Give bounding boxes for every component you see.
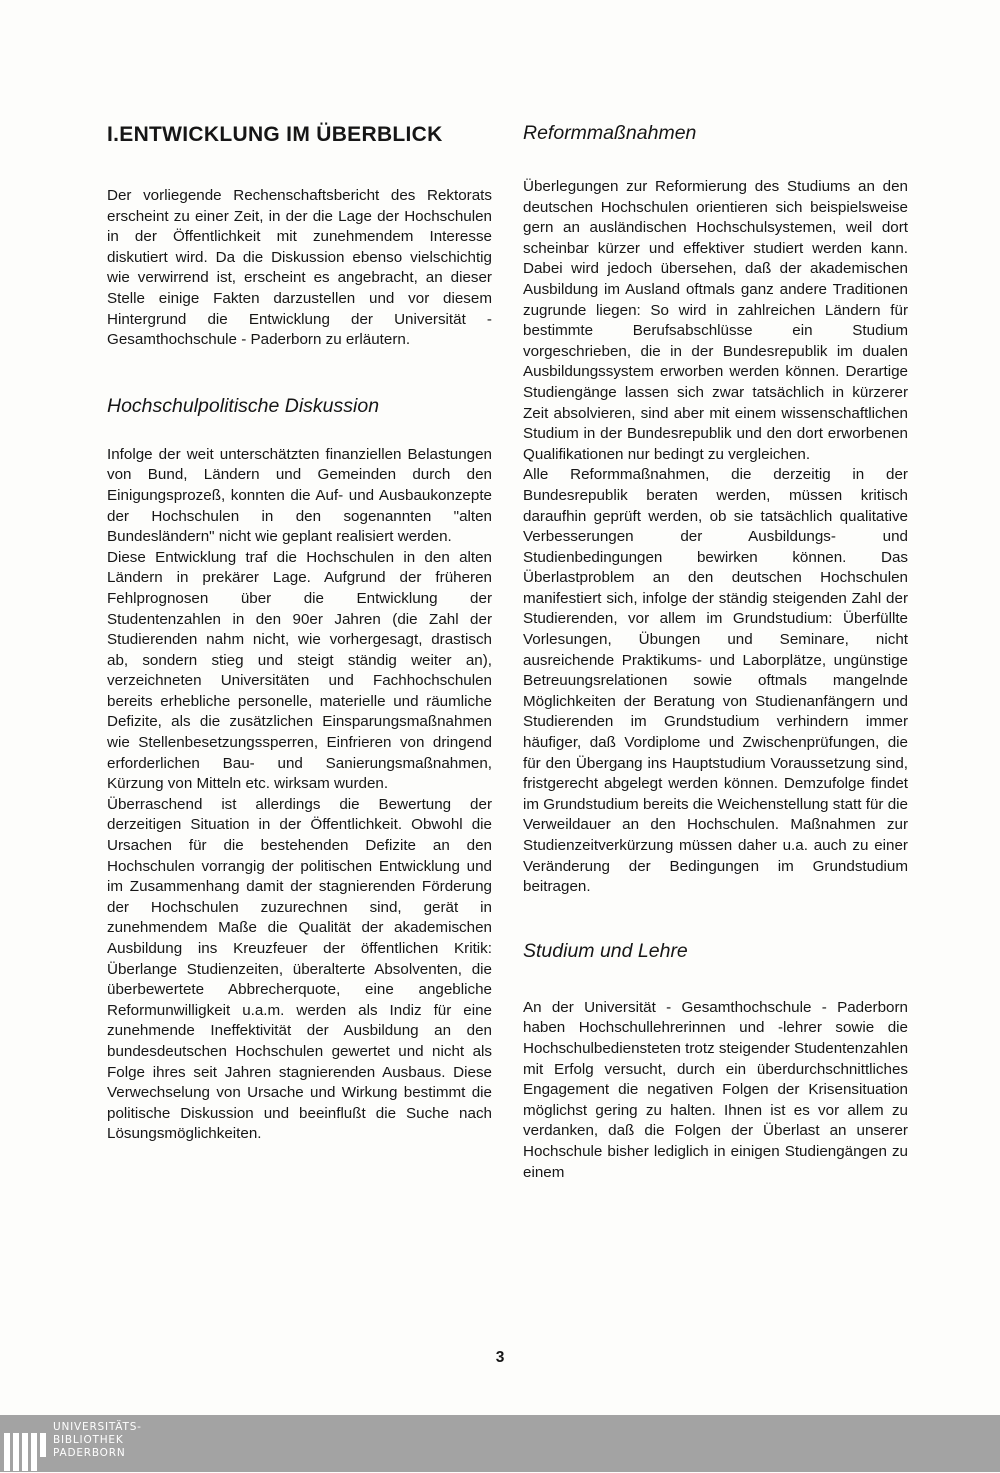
body-paragraph: Diese Entwicklung traf die Hochschulen in den alten Ländern in prekärer Lage. Aufgrund der früheren Fehlprognosen über die Entwicklung der Studentenzahlen in den 90er Jahren (die Zahl der Studierenden nahm nicht, wie vorhergesagt, drastisch ab, sondern stieg und steigt ständig weiter an), verzeichneten Universitäten und Fachhochschulen bereits erhebliche personelle, materielle und räumliche Defizite, als die zusätzlichen Einsparungsmaßnahmen wie Stellenbesetzungssperren, Einfrieren von dringend erforderlichen Bau- und Sanierungsmaßnahmen, Kürzung von Mitteln etc. wirksam wurden. — [107, 548, 492, 793]
library-footer-bar — [0, 1415, 1000, 1472]
section-title-reformmassnahmen: Reformmaßnahmen — [523, 122, 697, 144]
library-logo-line: PADERBORN — [53, 1447, 126, 1459]
body-paragraph: Infolge der weit unterschätzten finanziellen Belastungen von Bund, Ländern und Gemeinden durch den Einigungsprozeß, konnten die Auf- und Ausbaukonzepte der Hochschulen in den sogenannten "alten Bundesländern" nicht wie geplant realisiert werden. — [107, 445, 492, 546]
right-column — [523, 112, 908, 1183]
library-logo-text — [53, 1421, 142, 1460]
page-number: 3 — [495, 1349, 505, 1366]
left-column — [107, 112, 492, 1145]
section-title-hochschulpolitische-diskussion: Hochschulpolitische Diskussion — [107, 394, 380, 417]
body-paragraph: Überlegungen zur Reformierung des Studiums an den deutschen Hochschulen orientieren sich beispielsweise gern an ausländischen Hochschulsystemen, weil dort scheinbar kürzer und effektiver studiert werden kann. Dabei wird jedoch übersehen, daß der akademischen Ausbildung im Ausland oftmals ganz andere Traditionen zugrunde liegen: So wird in zahlreichen Ländern für bestimmte Berufsabschlüsse ein Studium vorgeschrieben, die in der Bundesrepublik im dualen Ausbildungssystem erworben werden können. Derartige Studiengänge lassen sich zwar tatsächlich in kürzerer Zeit absolvieren, sind aber mit einem wissenschaftlichen Studium in der Bundesrepublik und den dort erworbenen Qualifikationen nur bedingt zu vergleichen. — [523, 178, 908, 463]
body-paragraph: An der Universität - Gesamthochschule - Paderborn haben Hochschullehrerinnen und -lehrer sowie die Hochschulbediensteten trotz steigender Studentenzahlen mit Erfolg versucht, durch ein überdurchschnittliches Engagement die negativen Folgen der Krisensituation möglichst gering zu halten. Ihnen ist es vor allem zu verdanken, daß die Folgen der Überlast an unserer Hochschule bisher lediglich in einigen Studiengängen zu einem — [523, 998, 909, 1181]
library-logo-line: UNIVERSITÄTS- — [53, 1421, 142, 1433]
body-paragraph: Überraschend ist allerdings die Bewertung der derzeitigen Situation in der Öffentlichkeit. Obwohl die Ursachen für die bestehenden Defizite an den Hochschulen vorrangig der politischen Entwicklung und im Zusammenhang damit der stagnierenden Förderung der Hochschulen zuzurechnen sind, gerät in zunehmendem Maße die Qualität der akademischen Ausbildung ins Kreuzfeuer der öffentlichen Kritik: Überlange Studienzeiten, überalterte Absolventen, die überbewertete Abbrecherquote, eine angebliche Reformunwilligkeit u.a.m. werden als Indiz für eine zunehmende Ineffektivität der Ausbildung an den bundesdeutschen Hochschulen gewertet und nicht als Folge ihres seit Jahren stagnierenden Ausbaus. Diese Verwechselung von Ursache und Wirkung bestimmt die politische Diskussion und beeinflußt die Suche nach Lösungsmöglichkeiten. — [107, 795, 492, 1143]
intro-paragraph: Der vorliegende Rechenschaftsbericht des Rektorats erscheint zu einer Zeit, in der die Lage der Hochschulen in der Öffentlichkeit mit zunehmendem Interesse diskutiert wird. Da die Diskussion ebenso vielschichtig wie verwirrend ist, erscheint es angebracht, an dieser Stelle einige Fakten darzustellen und vor diesem Hintergrund die Entwicklung der Universität - Gesamthochschule - Paderborn zu erläutern. — [107, 187, 492, 349]
library-logo-line: BIBLIOTHEK — [53, 1434, 124, 1446]
body-paragraph: Alle Reformmaßnahmen, die derzeitig in der Bundesrepublik beraten werden, müssen kritisch daraufhin geprüft werden, ob sie tatsächlich qualitative Verbesserungen der Ausbildungs- und Studienbedingungen bewirken können. Das Überlastproblem an den deutschen Hochschulen manifestiert sich, infolge der ständig steigenden Zahl der Studierenden, vor allem im Grundstudium: Überfüllte Vorlesungen, Übungen und Seminare, nicht ausreichende Praktikums- und Laborplätze, ungünstige Betreuungsrelationen sowie oftmals mangelnde Möglichkeiten der Beratung von Studienanfängern und Studierenden im Grundstudium verhindern immer häufiger, daß Vordiplome und Zwischenprüfungen, die für den Übergang ins Hauptstudium Voraussetzung sind, fristgerecht abgelegt werden können. Demzufolge findet im Grundstudium bereits die Weichenstellung statt für die Verweildauer an den Hochschulen. Maßnahmen zur Studienzeitverkürzung müssen daher u.a. auch zu einer Veränderung der Bedingungen im Grundstudium beitragen. — [523, 466, 908, 896]
section-title-studium-und-lehre: Studium und Lehre — [523, 939, 688, 962]
library-bars-logo-icon — [4, 1433, 46, 1473]
chapter-heading: I.ENTWICKLUNG IM ÜBERBLICK — [107, 123, 443, 146]
